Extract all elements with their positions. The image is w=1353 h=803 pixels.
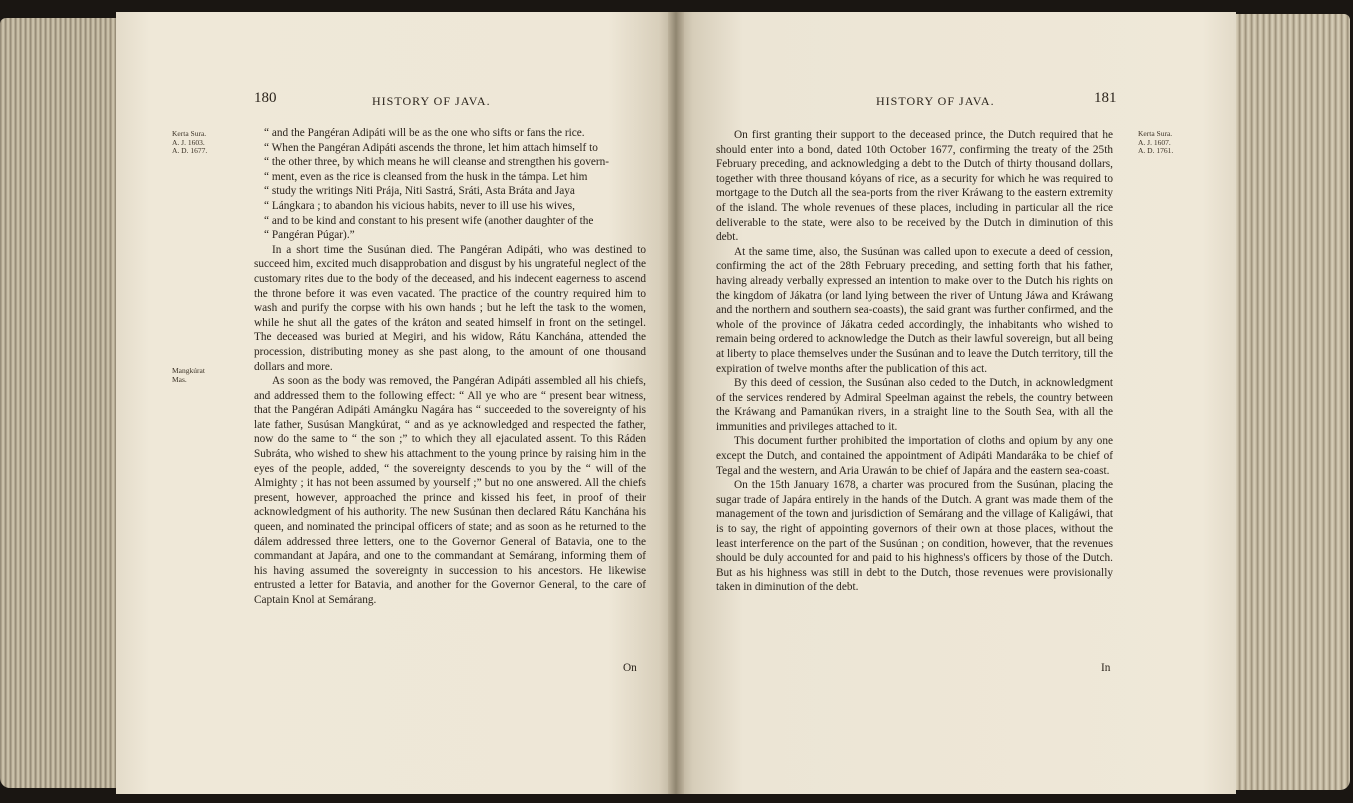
page-edges-right — [1222, 14, 1350, 790]
page-number: 181 — [1094, 90, 1117, 106]
catchword: In — [1101, 662, 1111, 674]
running-head: HISTORY OF JAVA. — [876, 94, 995, 108]
book-gutter — [668, 12, 684, 794]
right-page-body — [716, 128, 1113, 595]
paragraph: By this deed of cession, the Susúnan also ceded to the Dutch, in acknowledgment of the services rendered by Admiral Speelman against the rebels, the country between the Kráwang and Pamanúkan rivers, in a straight line to the South Sea, with all the immunities and privileges attached to it. — [716, 377, 1113, 433]
paragraph: “ ment, even as the rice is cleansed from the husk in the támpa. Let him — [264, 170, 588, 183]
page-number: 180 — [254, 90, 277, 106]
paragraph: “ the other three, by which means he will cleanse and strengthen his govern- — [264, 156, 610, 169]
paragraph: “ and the Pangéran Adipáti will be as the one who sifts or fans the rice. — [264, 127, 585, 139]
margin-date: Kerta Sura. A. J. 1607. A. D. 1761. — [1138, 129, 1174, 155]
paragraph: “ Lángkara ; to abandon his vicious habits, never to ill use his wives, — [264, 199, 575, 212]
running-head: HISTORY OF JAVA. — [372, 94, 491, 108]
paragraph: On the 15th January 1678, a charter was procured from the Susúnan, placing the sugar trade of Japára entirely in the hands of the Dutch. A grant was made them of the management of the town and jurisdiction of Semárang and the village of Kaligáwi, that is to say, the right of appointing governors of their own at those places, without the least interference on the part of the Susúnan ; on condition, however, that the revenues should be duly accounted for and paid to his highness's officers by those of the Dutch. But as his highness was still in debt to the Dutch, those revenues were provisionally taken in diminution of the debt. — [716, 479, 1113, 594]
paragraph: As soon as the body was removed, the Pangéran Adipáti assembled all his chiefs, and addressed them to the following effect: “ All ye who are “ present bear witness, that the Pangéran Adipáti Amángku Nagára has “ succeeded to the sovereignty of his late father, Susúsan Mangkúrat, “ and as ye acknowledged and respected the father, now do the same to “ the son ;” to which they all ejaculated assent. To this Ráden Subráta, who wished to shew his attachment to the young prince by raising him in the eyes of the people, added, “ the sovereignty descends to you by the “ will of the Almighty ; it has not been assumed by yourself ;” but no one answered. All the chiefs present, however, approached the prince and kissed his feet, in proof of their acknowledgment of his authority. The new Susúnan then declared Rátu Kanchána his queen, and nominated the principal officers of state; and as soon as he returned to the dálem addressed three letters, one to the Governor General of Batavia, one to the commandant at Japára, and one to the commandant at Semárang, informing them of his having assumed the sovereignty in succession to his ancestors. He likewise entrusted a letter for Batavia, and another for the Governor General, to the care of Captain Knol at Semárang. — [254, 375, 646, 606]
paragraph: This document further prohibited the importation of cloths and opium by any one except the Dutch, and contained the appointment of Adipáti Mandaráka to be chief of Tegal and the western, and Aria Urawán to be chief of Japára and the eastern sea-coast. — [716, 435, 1113, 477]
margin-date: Kerta Sura. A. J. 1603. A. D. 1677. — [172, 129, 208, 155]
left-page — [116, 12, 676, 794]
left-page-body — [254, 126, 646, 608]
margin-note: Mangkúrat Mas. — [172, 366, 205, 384]
paragraph: “ When the Pangéran Adipáti ascends the throne, let him attach himself to — [264, 141, 598, 154]
right-page — [676, 12, 1236, 794]
paragraph: “ and to be kind and constant to his present wife (another daughter of the — [264, 214, 594, 227]
paragraph: “ study the writings Niti Prája, Niti Sastrá, Sráti, Asta Bráta and Jaya — [264, 185, 575, 198]
paragraph: In a short time the Susúnan died. The Pangéran Adipáti, who was destined to succeed him, excited much disapprobation and disgust by his ungrateful neglect of the customary rites due to the body of the deceased, and his indecent eagerness to ascend the throne before it was even vacated. The practice of the country required him to wash and purify the corpse with his own hands ; but he left the task to the women, while he shut all the gates of the kráton and seated himself in front on the setingel. The deceased was buried at Megiri, and his widow, Rátu Kanchána, attended the procession, distributing money as she past along, to the amount of one thousand dollars and more. — [254, 243, 646, 373]
paragraph: At the same time, also, the Susúnan was called upon to execute a deed of cession, confirming the act of the 28th February preceding, and setting forth that his father, having already verbally expressed an intention to make over to the Dutch his rights on the kingdom of Jákatra (or land lying between the river of Untung Jáwa and Kráwang and the northern and southern sea-coasts), the said grant was further confirmed, and the whole of the province of Jákatra ceded accordingly, the inhabitants who wished to remain being ordered to acknowledge the Dutch as their lawful sovereign, but all being at liberty to place themselves under the Susúnan and to leave the Dutch territory, till the expiration of twelve months after the publication of this act. — [716, 245, 1113, 375]
paragraph: “ Pangéran Púgar).” — [264, 229, 355, 242]
paragraph: On first granting their support to the deceased prince, the Dutch required that he should enter into a bond, dated 10th October 1677, confirming the treaty of the 25th February preceding, and acknowledging a debt to the Dutch of thirty thousand dollars, together with three thousand kóyans of rice, as a security for which he was required to mortgage to the Dutch all the sea-ports from the river Kráwang to the eastern extremity of the island. The whole revenues of these places, including in particular all the rice deliverable to the state, were also to be received by the Dutch in diminution of this debt. — [716, 129, 1113, 244]
catchword: On — [623, 662, 637, 674]
